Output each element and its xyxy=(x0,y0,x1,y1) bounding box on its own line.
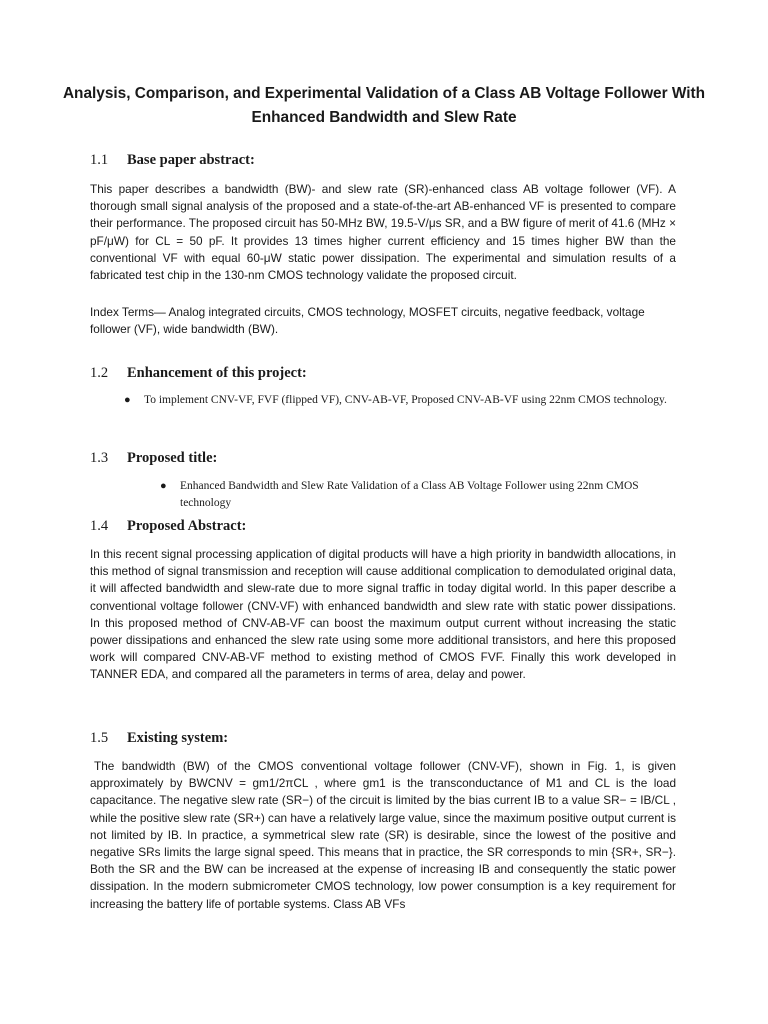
section-title: Enhancement of this project: xyxy=(127,365,307,381)
existing-system-paragraph: The bandwidth (BW) of the CMOS conventional voltage follower (CNV-VF), shown in Fig. 1, is given approximately by BWCNV = gm1/2πCL , where gm1 is the transconductance of M1 and CL is the load capacitance. The negative slew rate (SR−) of the circuit is limited by the bias current IB to a value SR− = IB/CL , while the positive slew rate (SR+) can have a relatively large value, since the maximum positive output current is not limited by IB. In practice, a symmetrical slew rate (SR) is desirable, since the lowest of the positive and negative SRs limits the large signal speed. This means that in practice, the SR corresponds to min {SR+, SR−}. Both the SR and the BW can be increased at the expense of increasing IB and consequently the static power dissipation. In the modern submicrometer CMOS technology, low power consumption is a key requirement for increasing the battery life of portable systems. Class AB VFs xyxy=(90,759,676,911)
section-title: Base paper abstract: xyxy=(127,152,255,168)
index-terms-paragraph: Index Terms— Analog integrated circuits, CMOS technology, MOSFET circuits, negative feedback, voltage follower (VF), wide bandwidth (BW). xyxy=(90,305,645,337)
proposed-abstract-paragraph: In this recent signal processing application of digital products will have a high priority in bandwidth allocations, in this method of signal transmission and reception will cause additional complication to demodulated original data, it will affected bandwidth and slew-rate due to more signal traffic in today digital world. In this paper describe a conventional voltage follower (CNV-VF) with enhanced bandwidth and slew rate with static power dissipations. In this proposed method of CNV-AB-VF can boost the maximum output current without increasing the static power dissipations and enhanced the slew rate using some more additional transistors, and here this proposed work will compared CNV-AB-VF method to existing method of CMOS FVF. Finally this work developed in TANNER EDA, and compared all the parameters in terms of area, delay and power. xyxy=(90,547,676,682)
bullet-dot: ● xyxy=(124,394,131,406)
section-title: Proposed Abstract: xyxy=(127,518,247,534)
base-abstract-paragraph: This paper describes a bandwidth (BW)- and slew rate (SR)-enhanced class AB voltage follower (VF). A thorough small signal analysis of the proposed and a state-of-the-art AB-enhanced VF is presented to compare their performance. The proposed circuit has 50-MHz BW, 19.5-V/μs SR, and a BW figure of merit of 41.6 (MHz × pF/μW) for CL = 50 pF. It provides 13 times higher current efficiency and 15 times higher BW than the conventional VF with equal 60-μW static power dissipation. The experimental and simulation results of a fabricated test chip in the 130-nm CMOS technology validate the proposed circuit. xyxy=(90,182,676,283)
section-heading-1-3 xyxy=(90,450,217,467)
list-item-text: To implement CNV-VF, FVF (flipped VF), CNV-AB-VF, Proposed CNV-AB-VF using 22nm CMOS technology. xyxy=(144,394,667,406)
section-title: Existing system: xyxy=(127,730,229,746)
section-heading-1-5 xyxy=(90,730,228,747)
section-heading-1-4 xyxy=(90,518,246,535)
section-number: 1.1 xyxy=(90,152,109,168)
proposed-title-list xyxy=(160,478,685,511)
list-item xyxy=(160,478,685,511)
enhancement-list xyxy=(124,392,684,409)
list-item xyxy=(124,392,684,409)
section-number: 1.2 xyxy=(90,365,109,381)
section-number: 1.5 xyxy=(90,730,109,746)
section-title: Proposed title: xyxy=(127,450,218,466)
section-heading-1-1 xyxy=(90,152,255,169)
section-number: 1.4 xyxy=(90,518,109,534)
list-item-text: Enhanced Bandwidth and Slew Rate Validation of a Class AB Voltage Follower using 22nm CMOS technology xyxy=(180,480,639,509)
bullet-dot: ● xyxy=(160,480,167,492)
page-title: Analysis, Comparison, and Experimental Validation of a Class AB Voltage Follower With Enhanced Bandwidth and Slew Rate xyxy=(62,85,706,126)
section-number: 1.3 xyxy=(90,450,109,466)
section-heading-1-2 xyxy=(90,365,307,382)
